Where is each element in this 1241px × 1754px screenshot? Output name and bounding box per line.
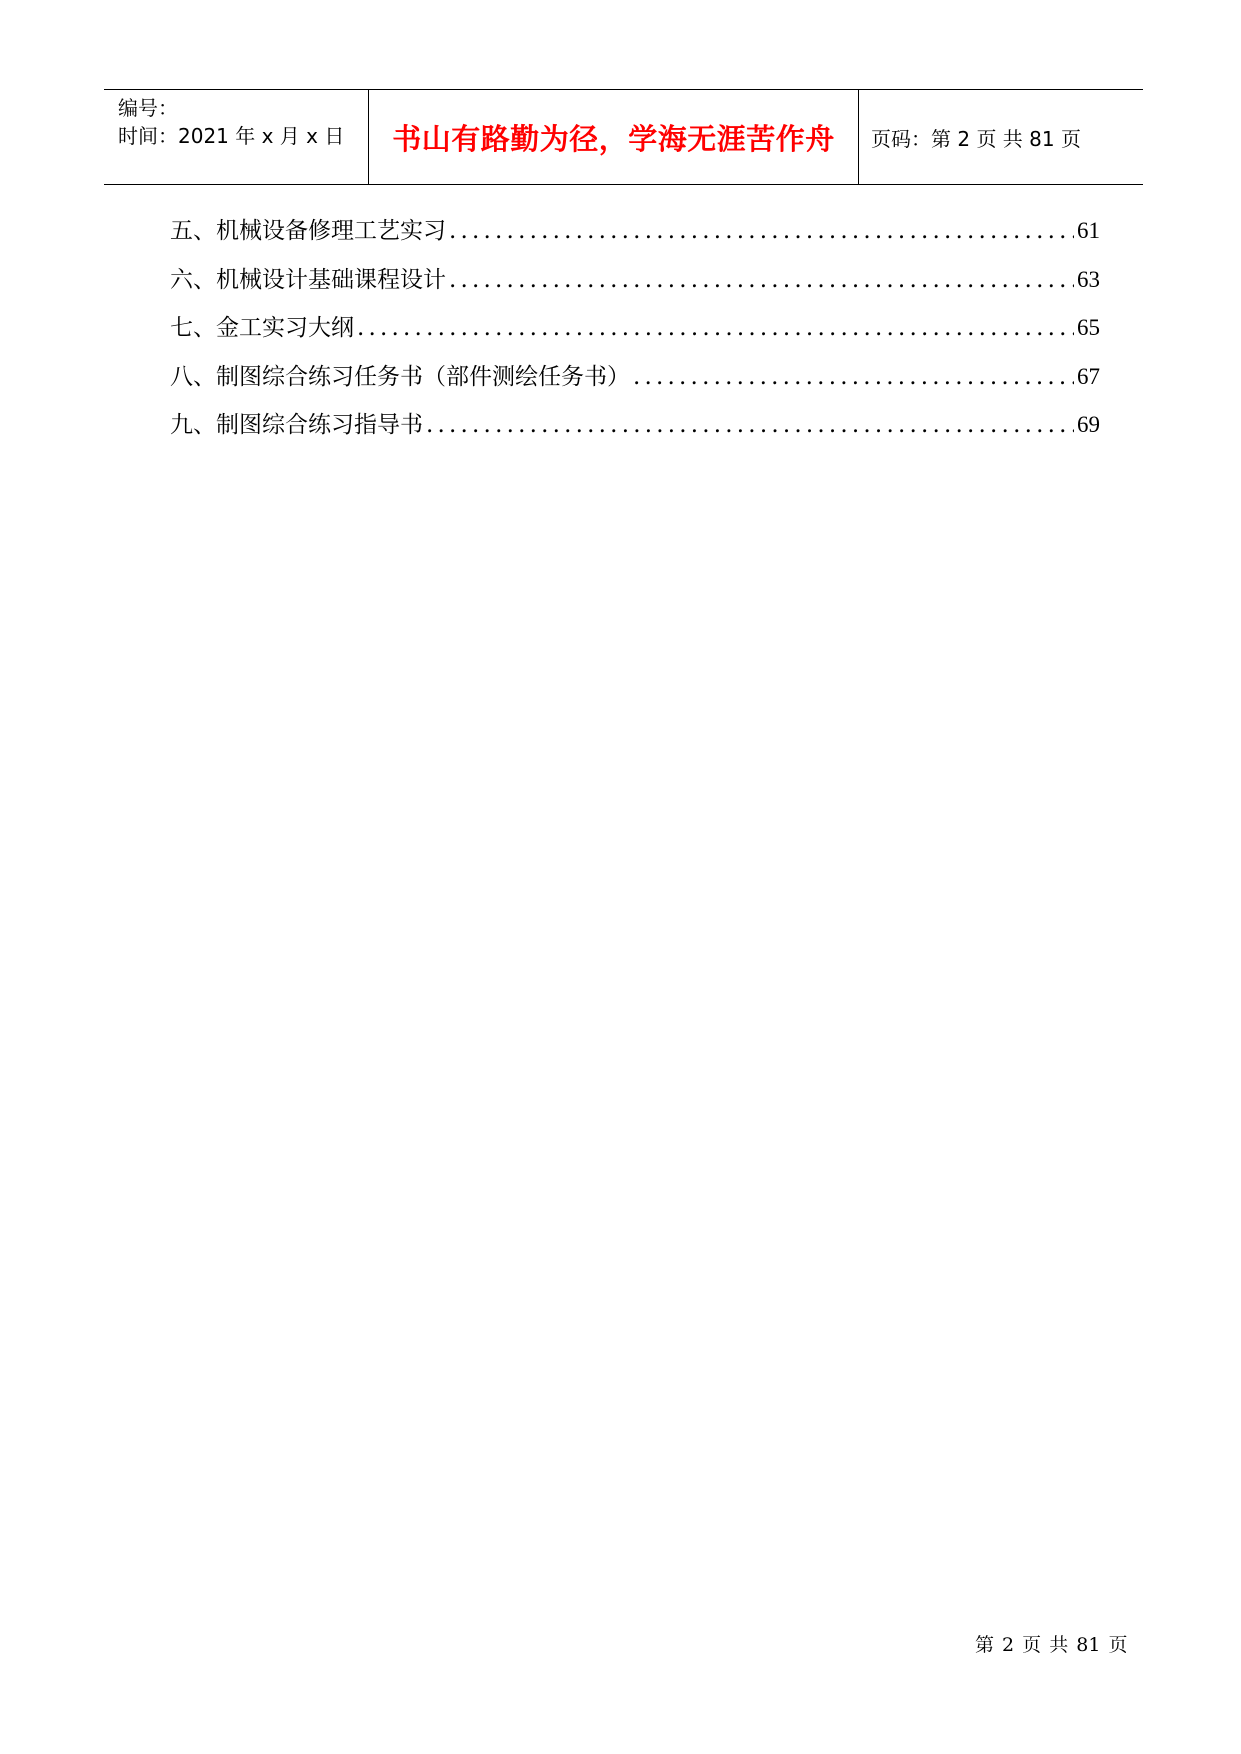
page-footer: 第 2 页 共 81 页	[975, 1634, 1128, 1656]
toc-entry-title: 六、机械设计基础课程设计	[170, 266, 446, 293]
toc-dot-leader	[449, 218, 1074, 244]
toc-entry-title: 九、制图综合练习指导书	[170, 412, 423, 438]
toc-entry-page: 67	[1077, 363, 1100, 389]
toc-dot-leader	[426, 412, 1074, 438]
header-motto-cell	[369, 90, 859, 184]
serial-label: 编号：	[118, 96, 178, 120]
toc-entry[interactable]	[170, 212, 1100, 261]
time-label: 时间：2021 年 x 月 x 日	[118, 124, 345, 148]
toc-entry-page: 61	[1077, 218, 1100, 243]
motto: 书山有路勤为径，学海无涯苦作舟	[392, 121, 835, 156]
toc-entry-page: 63	[1077, 266, 1100, 292]
toc-entry[interactable]	[170, 309, 1100, 358]
page-header	[104, 89, 1143, 185]
toc-entry-title: 八、制图综合练习任务书（部件测绘任务书）	[170, 363, 630, 390]
toc-entry-page: 65	[1077, 315, 1100, 340]
toc-entry-title: 五、机械设备修理工艺实习	[170, 218, 446, 244]
toc-entry[interactable]	[170, 261, 1100, 310]
header-info-cell	[104, 90, 369, 184]
header-page-cell	[859, 90, 1143, 184]
toc-dot-leader	[357, 315, 1074, 341]
toc-entry[interactable]	[170, 358, 1100, 407]
page-code: 页码：第 2 页 共 81 页	[871, 126, 1081, 151]
toc-entry-page: 69	[1077, 412, 1100, 437]
toc-entry[interactable]	[170, 406, 1100, 455]
toc-dot-leader	[449, 267, 1074, 293]
table-of-contents	[170, 212, 1100, 455]
toc-dot-leader	[633, 364, 1074, 390]
toc-entry-title: 七、金工实习大纲	[170, 315, 354, 341]
